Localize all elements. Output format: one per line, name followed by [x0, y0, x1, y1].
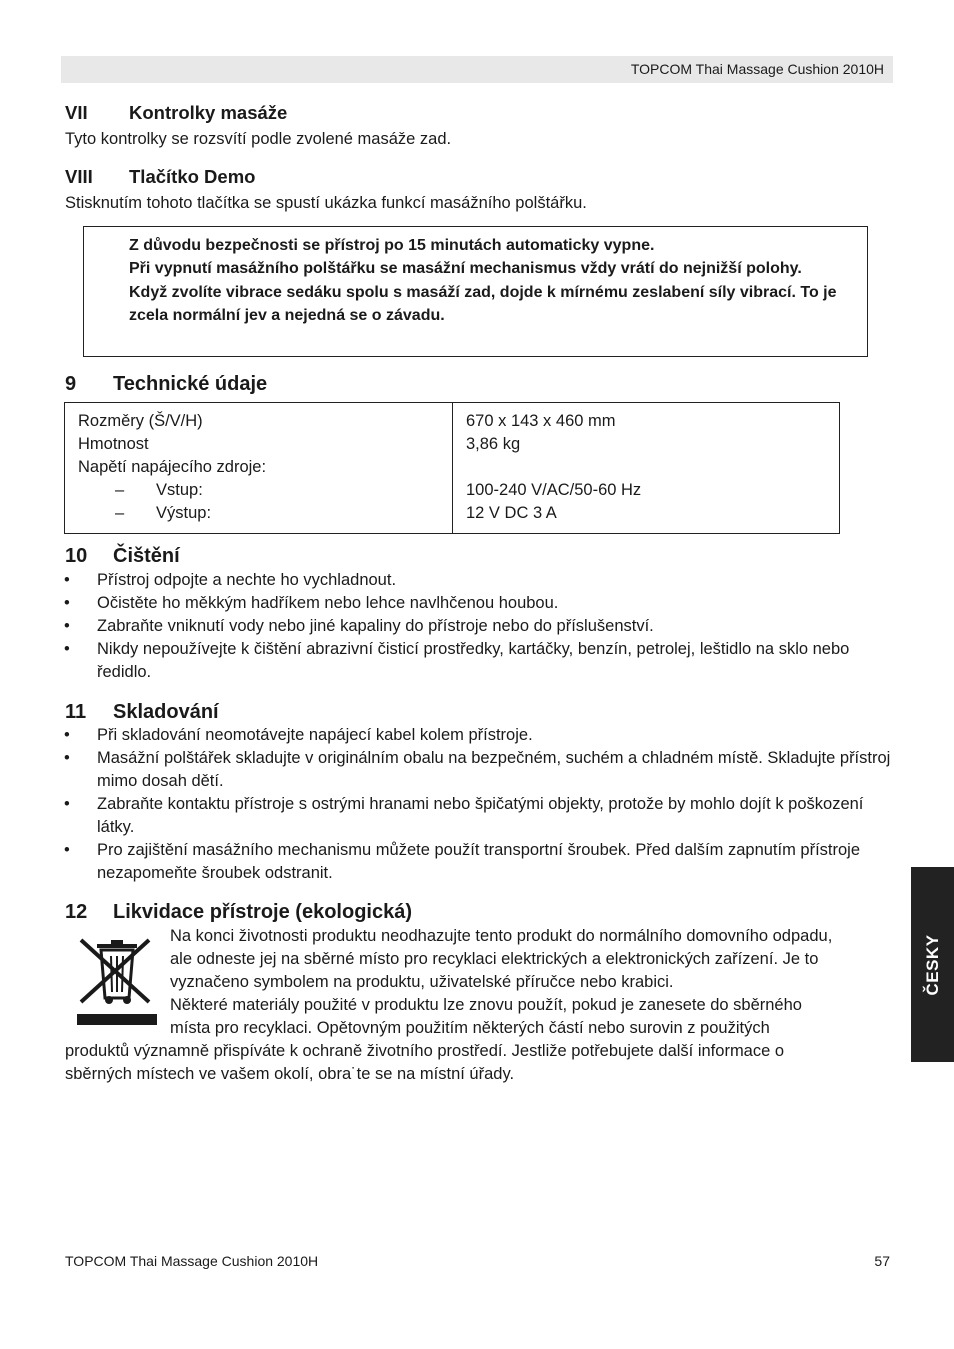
bullet: •: [64, 617, 70, 635]
section-vii-heading: [65, 102, 565, 126]
eco-line: místa pro recyklaci. Opětovným použitím některých částí nebo surovin z použitých: [170, 1019, 770, 1037]
list-item-text: Očistěte ho měkkým hadříkem nebo lehce navlhčenou houbou.: [97, 594, 559, 612]
list-item-text: Zabraňte kontaktu přístroje s ostrými hranami nebo špičatými objekty, protože by mohlo dojít k poškození látky.: [97, 795, 864, 836]
list-item: [64, 615, 894, 638]
section-number: 10: [65, 545, 88, 567]
section-title: Čištění: [113, 545, 180, 567]
spec-value: [466, 456, 641, 479]
bullet: •: [64, 841, 70, 859]
warning-line: Při vypnutí masážního polštářku se masážní mechanismus vždy vrátí do nejnižší polohy.: [129, 260, 802, 278]
section-viii-heading: [65, 166, 565, 190]
warning-text: [129, 234, 859, 327]
spec-table: [64, 402, 840, 534]
footer-title: TOPCOM Thai Massage Cushion 2010H: [65, 1253, 319, 1269]
table-divider: [452, 403, 453, 533]
spec-label: Napětí napájecího zdroje:: [78, 458, 267, 476]
warning-box: [83, 226, 868, 357]
list-item: [64, 747, 894, 793]
section-vii-text: Tyto kontrolky se rozsvítí podle zvolené masáže zad.: [65, 130, 452, 148]
section-title: Kontrolky masáže: [129, 102, 288, 123]
list-item-text: Přístroj odpojte a nechte ho vychladnout.: [97, 571, 397, 589]
section-viii-text: Stisknutím tohoto tlačítka se spustí ukázka funkcí masážního polštářku.: [65, 194, 587, 212]
spec-values: [466, 410, 641, 525]
spec-label-indented: [78, 479, 266, 502]
section-9-heading: [65, 373, 565, 399]
page-header: [61, 56, 893, 83]
spec-value: 100-240 V/AC/50-60 Hz: [466, 481, 642, 499]
section-12-heading: [65, 901, 665, 927]
language-label: ČESKY: [922, 933, 942, 996]
section-title: Likvidace přístroje (ekologická): [113, 901, 412, 923]
spec-label-indented: [78, 502, 266, 525]
spec-value: 3,86 kg: [466, 435, 521, 453]
eco-line: produktů významně přispíváte k ochraně životního prostředí. Jestliže potřebujete další informace o: [65, 1042, 785, 1060]
bullet: •: [64, 594, 70, 612]
bullet: •: [64, 795, 70, 813]
section-number: 9: [65, 373, 77, 395]
bullet: •: [64, 571, 70, 589]
language-tab: [911, 867, 954, 1062]
warning-line: Když zvolíte vibrace sedáku spolu s masáží zad, dojde k mírnému zeslabení síly vibrací. To je zcela normální jev a nejedná se o závadu.: [129, 283, 837, 324]
list-item-text: Zabraňte vniknutí vody nebo jiné kapaliny do přístroje nebo do příslušenství.: [97, 617, 654, 635]
cleaning-list: [64, 569, 894, 684]
spec-label: Hmotnost: [78, 435, 149, 453]
list-item-text: Nikdy nepoužívejte k čištění abrazivní čisticí prostředky, kartáčky, benzín, petrolej, leštidlo na sklo nebo ředidlo.: [97, 640, 850, 681]
list-item: [64, 592, 894, 615]
bullet: •: [64, 726, 70, 744]
spec-value: 670 x 143 x 460 mm: [466, 412, 616, 430]
header-title: TOPCOM Thai Massage Cushion 2010H: [630, 61, 884, 77]
eco-line: sběrných místech ve vašem okolí, obra˙te se na místní úřady.: [65, 1065, 515, 1083]
weee-crossed-bin-icon: [77, 934, 157, 1026]
eco-line: ale odneste jej na sběrné místo pro recyklaci elektrických a elektronických zařízení. Je to: [170, 950, 819, 968]
storage-list: [64, 724, 894, 885]
eco-text-wrapped: [170, 925, 900, 1040]
page-number: 57: [874, 1253, 890, 1269]
spec-value: 12 V DC 3 A: [466, 504, 557, 522]
section-title: Tlačítko Demo: [129, 166, 256, 187]
section-number: 12: [65, 901, 88, 923]
list-item: [64, 839, 894, 885]
section-title: Technické údaje: [113, 373, 268, 395]
dash: –: [115, 504, 125, 522]
section-number: VIII: [65, 166, 93, 187]
eco-text-full: [65, 1040, 895, 1086]
spec-label: Rozměry (Š/V/H): [78, 412, 203, 430]
list-item-text: Při skladování neomotávejte napájecí kabel kolem přístroje.: [97, 726, 533, 744]
section-10-heading: [65, 545, 565, 571]
dash: –: [115, 481, 125, 499]
eco-line: vyznačeno symbolem na produktu, uživatelské příručce nebo krabici.: [170, 973, 674, 991]
spec-label: Vstup:: [156, 481, 203, 499]
section-number: 11: [65, 701, 87, 723]
list-item-text: Pro zajištění masážního mechanismu můžete použít transportní šroubek. Před dalším zapnutím přístroje nezapomeňte šroubek odstranit.: [97, 841, 861, 882]
list-item-text: Masážní polštářek skladujte v originálním obalu na bezpečném, suchém a chladném místě. Skladujte přístroj mimo dosah dětí.: [97, 749, 891, 790]
list-item: [64, 638, 894, 684]
eco-line: Na konci životnosti produktu neodhazujte tento produkt do normálního domovního odpadu,: [170, 927, 833, 945]
list-item: [64, 724, 894, 747]
bullet: •: [64, 749, 70, 767]
spec-label: Výstup:: [156, 504, 212, 522]
section-number: VII: [65, 102, 88, 123]
eco-line: Některé materiály použité v produktu lze znovu použít, pokud je zanesete do sběrného: [170, 996, 802, 1014]
bullet: •: [64, 640, 70, 658]
warning-line: Z důvodu bezpečnosti se přístroj po 15 minutách automaticky vypne.: [129, 237, 655, 254]
spec-labels: [78, 410, 266, 525]
list-item: [64, 793, 894, 839]
list-item: [64, 569, 894, 592]
section-title: Skladování: [113, 701, 219, 723]
